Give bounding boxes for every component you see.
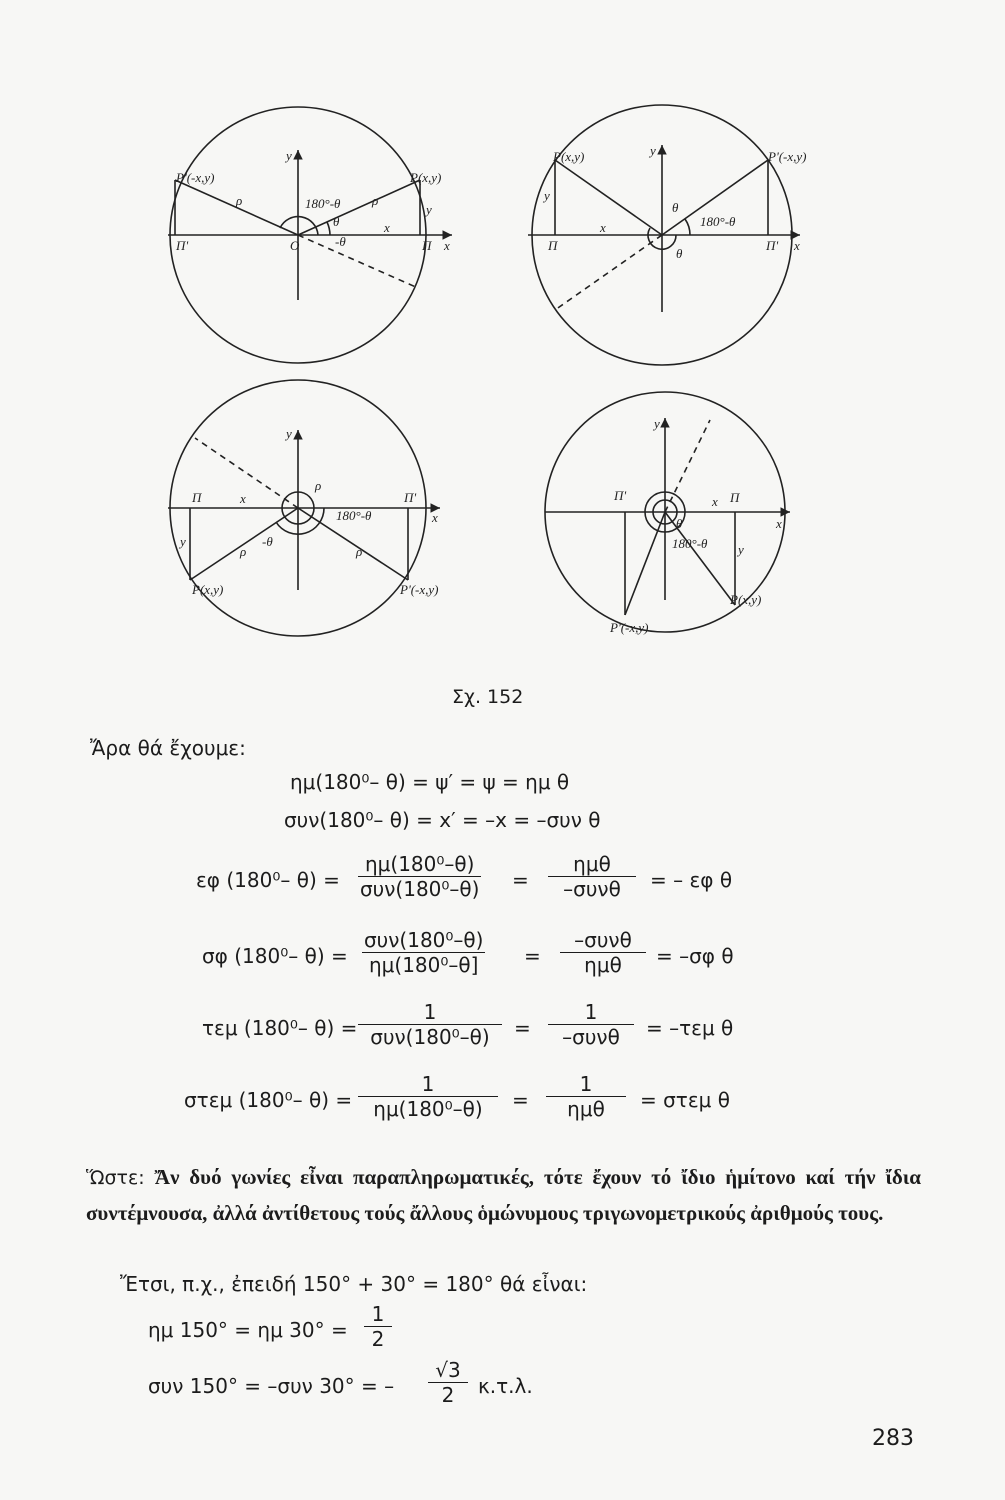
numerator: 1 (584, 1000, 598, 1024)
label-x-axis: x (444, 238, 450, 253)
label-point-right: P'(-x,y) (768, 149, 807, 164)
label-point-left: P(x,y) (192, 582, 224, 597)
dashed-ray (195, 438, 298, 508)
example-fraction (364, 1302, 392, 1351)
label-y-axis: y (654, 416, 660, 431)
numerator: 1 (421, 1072, 435, 1096)
label-r-left: ρ (240, 544, 247, 559)
eq-rhs: = – εφ θ (650, 868, 733, 892)
label-y-axis: y (286, 426, 292, 441)
label-angle-small: θ (676, 516, 683, 531)
fraction-1 (362, 928, 485, 977)
eq-lhs: εφ (180⁰– θ) = (196, 868, 340, 892)
label-point-right: P(x,y) (410, 170, 442, 185)
numerator: –συνθ (574, 928, 632, 952)
label-r-left: ρ (236, 193, 243, 208)
fraction-2 (548, 1000, 634, 1049)
label-point-left: P(x,y) (553, 149, 585, 164)
eq-mid: = (514, 1016, 531, 1040)
label-proj-left: Π (548, 238, 558, 253)
panel-top-right (528, 105, 800, 365)
eq-mid: = (524, 944, 541, 968)
fraction-2 (548, 852, 636, 901)
label-angle-small: θ (333, 214, 340, 229)
fraction-2 (546, 1072, 626, 1121)
label-proj-right: Π (730, 490, 740, 505)
label-angle-big: 180°-θ (336, 508, 372, 523)
eq-lhs: τεμ (180⁰– θ) = (202, 1016, 358, 1040)
label-neg-angle: -θ (262, 534, 273, 549)
denominator: συν(180⁰–θ) (358, 1024, 502, 1049)
example-fraction (428, 1358, 468, 1407)
fraction-2 (560, 928, 646, 977)
label-y-seg: y (544, 188, 550, 203)
label-proj-right: Π (422, 238, 432, 253)
theorem-paragraph (86, 1160, 921, 1231)
label-x-axis: x (432, 510, 438, 525)
label-theta-low: θ (676, 246, 683, 261)
numerator: συν(180⁰–θ) (364, 928, 484, 952)
label-origin: O (290, 238, 300, 253)
eq-rhs: = στεμ θ (640, 1088, 730, 1112)
eq-mid: = (512, 1088, 529, 1112)
dashed-ray (665, 420, 710, 512)
fraction-1 (358, 1072, 498, 1121)
intro-text: Ἄρα θά ἔχουμε: (90, 736, 246, 760)
label-x-seg: x (600, 220, 606, 235)
example-lhs: ημ 150° = ημ 30° = (148, 1318, 348, 1342)
fraction-1 (358, 1000, 502, 1049)
numerator: 1 (423, 1000, 437, 1024)
denominator: ημθ (560, 952, 646, 977)
label-y-seg: y (180, 534, 186, 549)
eq-mid: = (512, 868, 529, 892)
label-proj-right: Π' (766, 238, 779, 253)
equation-sine: ημ(180⁰– θ) = ψ′ = ψ = ημ θ (290, 770, 570, 794)
eq-lhs: σφ (180⁰– θ) = (202, 944, 348, 968)
numerator: ημθ (573, 852, 611, 876)
label-y-axis: y (650, 143, 656, 158)
angle-arc-small (685, 219, 690, 235)
label-r-top: ρ (315, 478, 322, 493)
numerator: 1 (579, 1072, 593, 1096)
radius-left (625, 512, 665, 615)
label-point-bottom: P'(-x,y) (610, 620, 649, 635)
eq-rhs: = –τεμ θ (646, 1016, 734, 1040)
example-lhs: συν 150° = –συν 30° = – (148, 1374, 395, 1398)
numerator: 1 (371, 1302, 385, 1326)
eq-rhs: = –σφ θ (656, 944, 734, 968)
label-x-axis: x (776, 516, 782, 531)
figure-152 (0, 0, 1005, 680)
dashed-ray (555, 235, 662, 310)
angle-arc (280, 217, 318, 235)
denominator: ημθ (546, 1096, 626, 1121)
label-neg-angle: -θ (335, 234, 346, 249)
label-angle-big: 180°-θ (672, 536, 708, 551)
label-proj-left: Π (192, 490, 202, 505)
label-r-right: ρ (356, 544, 363, 559)
denominator: 2 (428, 1382, 468, 1407)
label-point-right: P'(-x,y) (400, 582, 439, 597)
equation-cosine: συν(180⁰– θ) = x′ = –x = –συν θ (284, 808, 601, 832)
label-proj-right: Π' (404, 490, 417, 505)
radius-left (555, 160, 662, 235)
denominator: –συνθ (548, 1024, 634, 1049)
example-rhs: κ.τ.λ. (478, 1374, 533, 1398)
label-angle-small: θ (672, 200, 679, 215)
label-proj-left: Π' (176, 238, 189, 253)
label-x-axis: x (794, 238, 800, 253)
label-proj-left: Π' (614, 488, 627, 503)
label-y-seg: y (426, 202, 432, 217)
label-x-seg: x (712, 494, 718, 509)
denominator: 2 (364, 1326, 392, 1351)
theorem-lead: Ὥστε: (86, 1167, 145, 1189)
panel-bottom-left (168, 380, 440, 636)
example-intro: Ἔτσι, π.χ., ἐπειδή 150° + 30° = 180° θά εἶναι: (120, 1272, 588, 1296)
label-y-axis: y (286, 148, 292, 163)
page-number: 283 (872, 1426, 914, 1451)
label-point-right: P(x,y) (730, 592, 762, 607)
numerator: √3 (435, 1358, 461, 1382)
panel-top-left (168, 107, 452, 363)
label-r-right: ρ (372, 193, 379, 208)
denominator: ημ(180⁰–θ] (362, 952, 485, 977)
fraction-1 (358, 852, 481, 901)
label-point-left: P'(-x,y) (176, 170, 215, 185)
figure-caption: Σχ. 152 (452, 686, 524, 708)
label-angle-big: 180°-θ (700, 214, 736, 229)
label-x-seg: x (240, 491, 246, 506)
theorem-text: Ἄν δυό γωνίες εἶναι παραπληρωματικές, τότε ἔχουν τό ἴδιο ἡμίτονο καί τήν ἴδια συντέμνουσα, ἀλλά ἀντίθετους τούς ἄλλους ὁμώνυμους τριγωνομετρικούς ἀριθμούς τους. (86, 1165, 922, 1225)
label-y-seg: y (738, 542, 744, 557)
eq-lhs: στεμ (180⁰– θ) = (184, 1088, 353, 1112)
label-angle-big: 180°-θ (305, 196, 341, 211)
denominator: συν(180⁰–θ) (360, 877, 480, 901)
denominator: –συνθ (548, 876, 636, 901)
numerator: ημ(180⁰–θ) (365, 852, 475, 876)
label-x-seg: x (384, 220, 390, 235)
angle-arc-small (327, 222, 330, 235)
denominator: ημ(180⁰–θ) (358, 1096, 498, 1121)
dashed-ray (298, 235, 418, 288)
